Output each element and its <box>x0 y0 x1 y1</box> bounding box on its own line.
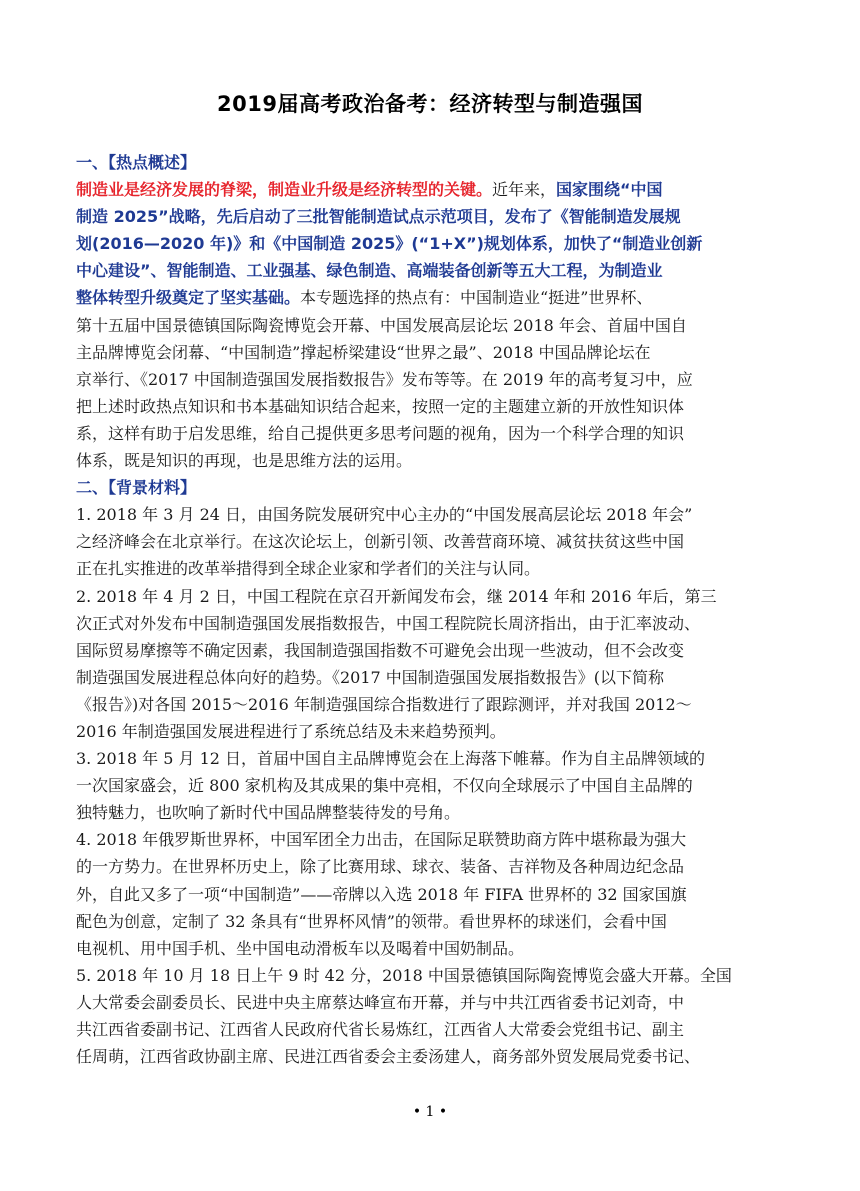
emphasis-text: 整体转型升级奠定了坚实基础。 <box>76 288 301 308</box>
overview-line-5 <box>76 284 796 311</box>
section-heading-background: 二、【背景材料】 <box>76 478 197 498</box>
paragraph-line: 外，自此又多了一项“中国制造”——帝牌以入选 2018 年 FIFA 世界杯的 32 国家国旗 <box>76 884 687 904</box>
paragraph-line: 共江西省委副书记、江西省人民政府代省长易炼红，江西省人大常委会党组书记、副主 <box>76 1020 685 1039</box>
paragraph-line: 京举行、《2017 中国制造强国发展指数报告》发布等等。在 2019 年的高考复习中，应 <box>76 369 693 389</box>
overview-line-2: 制造 2025”战略，先后启动了三批智能制造试点示范项目，发布了《智能制造发展规 <box>76 207 681 227</box>
paragraph-line: 《报告》)对各国 2015～2016 年制造强国综合指数进行了跟踪测评，并对我国 2012～ <box>76 694 692 714</box>
overview-line-1 <box>76 176 796 203</box>
paragraph-line: 1. 2018 年 3 月 24 日，由国务院发展研究中心主办的“中国发展高层论坛 2018 年会” <box>76 505 693 525</box>
paragraph-line: 一次国家盛会，近 800 家机构及其成果的集中亮相，不仅向全球展示了中国自主品牌的 <box>76 776 693 796</box>
paragraph-line: 把上述时政热点知识和书本基础知识结合起来，按照一定的主题建立新的开放性知识体 <box>76 396 685 416</box>
paragraph-line: 正在扎实推进的改革举措得到全球企业家和学者们的关注与认同。 <box>76 559 541 579</box>
overview-text: 近年来， <box>492 180 557 200</box>
section-heading-overview: 一、【热点概述】 <box>76 153 197 172</box>
paragraph-line: 制造强国发展进程总体向好的趋势。《2017 中国制造强国发展指数报告》(以下简称 <box>76 667 665 687</box>
paragraph-line: 2016 年制造强国发展进程进行了系统总结及未来趋势预判。 <box>76 721 506 741</box>
paragraph-line: 配色为创意，定制了 32 条具有“世界杯风情”的领带。看世界杯的球迷们，会看中国 <box>76 911 667 931</box>
paragraph-line: 之经济峰会在北京举行。在这次论坛上，创新引领、改善营商环境、减贫扶贫这些中国 <box>76 532 685 552</box>
key-statement-red: 制造业是经济发展的脊梁，制造业升级是经济转型的关键。 <box>76 180 493 200</box>
paragraph-line: 电视机、用中国手机、坐中国电动滑板车以及喝着中国奶制品。 <box>76 938 525 958</box>
document-body <box>76 149 796 1070</box>
paragraph-line: 独特魅力，也吹响了新时代中国品牌整装待发的号角。 <box>76 803 461 823</box>
paragraph-line: 第十五届中国景德镇国际陶瓷博览会开幕、中国发展高层论坛 2018 年会、首届中国自 <box>76 315 687 335</box>
paragraph-line: 4. 2018 年俄罗斯世界杯，中国军团全力出击，在国际足联赞助商方阵中堪称最为强大 <box>76 830 687 850</box>
paragraph-line: 5. 2018 年 10 月 18 日上午 9 时 42 分，2018 中国景德镇国际陶瓷博览会盛大开幕。全国 <box>76 965 732 985</box>
paragraph-line: 2. 2018 年 4 月 2 日，中国工程院在京召开新闻发布会，继 2014 年和 2016 年后，第三 <box>76 586 717 606</box>
paragraph-line: 体系，既是知识的再现，也是思维方法的运用。 <box>76 451 413 471</box>
emphasis-text: 国家围绕“中国 <box>556 180 663 200</box>
overview-line-3: 划(2016—2020 年)》和《中国制造 2025》(“1+X”)规划体系，加快了“制造业创新 <box>76 234 703 254</box>
paragraph-line: 次正式对外发布中国制造强国发展指数报告，中国工程院院长周济指出，由于汇率波动、 <box>76 613 701 633</box>
paragraph-line: 3. 2018 年 5 月 12 日，首届中国自主品牌博览会在上海落下帷幕。作为自主品牌领域的 <box>76 749 706 769</box>
paragraph-line: 主品牌博览会闭幕、“中国制造”撑起桥梁建设“世界之最”、2018 中国品牌论坛在 <box>76 342 651 362</box>
paragraph-line: 人大常委会副委员长、民进中央主席蔡达峰宣布开幕，并与中共江西省委书记刘奇，中 <box>76 992 685 1012</box>
paragraph-line: 系，这样有助于启发思维，给自己提供更多思考问题的视角，因为一个科学合理的知识 <box>76 423 685 443</box>
paragraph-line: 任周萌，江西省政协副主席、民进江西省委会主委汤建人，商务部外贸发展局党委书记、 <box>76 1047 701 1067</box>
paragraph-line: 国际贸易摩擦等不确定因素，我国制造强国指数不可避免会出现一些波动，但不会改变 <box>76 640 685 660</box>
document-title: 2019届高考政治备考：经济转型与制造强国 <box>217 92 643 116</box>
paragraph-line: 的一方势力。在世界杯历史上，除了比赛用球、球衣、装备、吉祥物及各种周边纪念品 <box>76 857 685 877</box>
overview-text: 本专题选择的热点有：中国制造业“挺进”世界杯、 <box>300 288 653 308</box>
page-number: • 1 • <box>412 1104 448 1120</box>
overview-line-4: 中心建设”、智能制造、工业强基、绿色制造、高端装备创新等五大工程，为制造业 <box>76 261 663 281</box>
